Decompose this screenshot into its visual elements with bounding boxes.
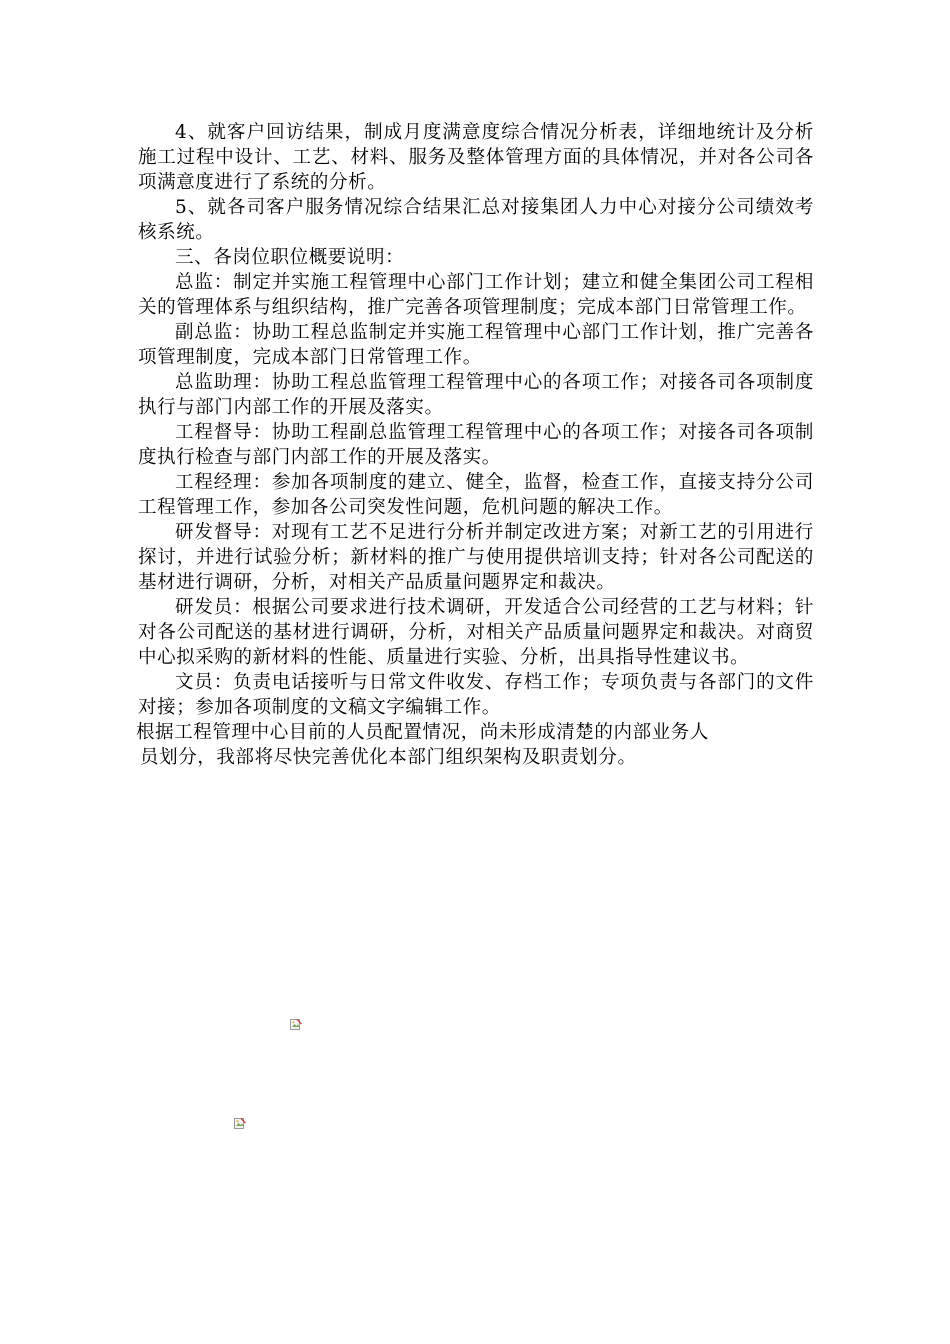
document-body	[138, 120, 814, 770]
paragraph-director-assistant: 总监助理：协助工程总监管理工程管理中心的各项工作；对接各司各项制度执行与部门内部工作的开展及落实。	[138, 372, 814, 418]
paragraph-engineering-manager: 工程经理：参加各项制度的建立、健全，监督，检查工作，直接支持分公司工程管理工作，参加各公司突发性问题，危机问题的解决工作。	[138, 472, 814, 518]
section-heading-positions: 三、各岗位职位概要说明：	[175, 247, 405, 268]
closing-line-1: 根据工程管理中心目前的人员配置情况，尚未形成清楚的内部业务人	[136, 722, 710, 743]
closing-line-2: 员划分，我部将尽快完善优化本部门组织架构及职责划分。	[140, 747, 637, 768]
paragraph-rd-staff: 研发员：根据公司要求进行技术调研，开发适合公司经营的工艺与材料；针对各公司配送的基材进行调研，分析，对相关产品质量问题界定和裁决。对商贸中心拟采购的新材料的性能、质量进行实验、分析，出具指导性建议书。	[138, 597, 814, 668]
broken-image-icon	[290, 1019, 302, 1031]
closing-paragraph	[136, 720, 816, 770]
paragraph-item-4: 4、就客户回访结果，制成月度满意度综合情况分析表，详细地统计及分析施工过程中设计、工艺、材料、服务及整体管理方面的具体情况，并对各公司各项满意度进行了系统的分析。	[138, 122, 814, 193]
paragraph-clerk: 文员：负责电话接听与日常文件收发、存档工作；专项负责与各部门的文件对接；参加各项制度的文稿文字编辑工作。	[138, 672, 814, 718]
paragraph-rd-supervisor: 研发督导：对现有工艺不足进行分析并制定改进方案；对新工艺的引用进行探讨，并进行试验分析；新材料的推广与使用提供培训支持；针对各公司配送的基材进行调研，分析，对相关产品质量问题界定和裁决。	[138, 522, 814, 593]
paragraph-director: 总监：制定并实施工程管理中心部门工作计划；建立和健全集团公司工程相关的管理体系与组织结构，推广完善各项管理制度；完成本部门日常管理工作。	[138, 272, 814, 318]
paragraph-deputy-director: 副总监：协助工程总监制定并实施工程管理中心部门工作计划，推广完善各项管理制度，完成本部门日常管理工作。	[138, 322, 814, 368]
broken-image-icon	[234, 1118, 246, 1130]
paragraph-engineering-supervisor: 工程督导：协助工程副总监管理工程管理中心的各项工作；对接各司各项制度执行检查与部门内部工作的开展及落实。	[138, 422, 814, 468]
paragraph-item-5: 5、就各司客户服务情况综合结果汇总对接集团人力中心对接分公司绩效考核系统。	[138, 197, 814, 243]
